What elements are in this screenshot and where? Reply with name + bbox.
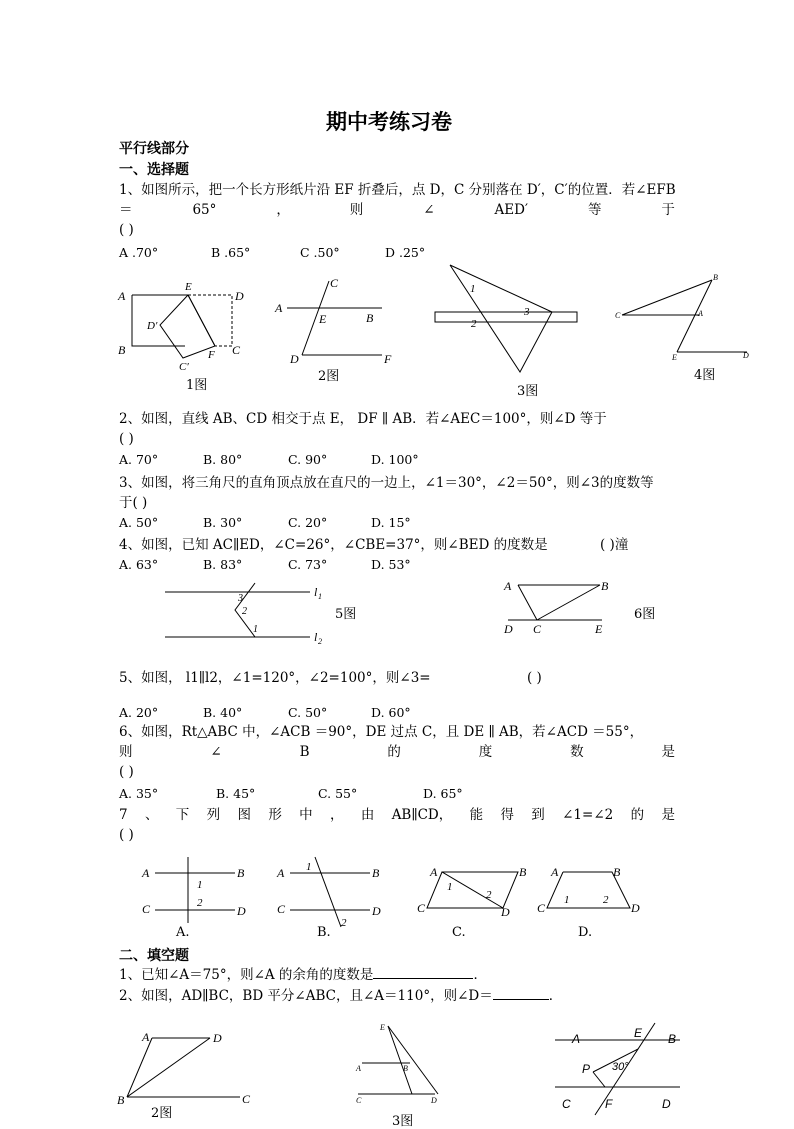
fill1-answer-blank[interactable] [373,978,473,979]
svg-text:E: E [595,622,603,636]
figure-3-caption: 3图 [517,384,539,399]
q3-text: 3、如图，将三角尺的直角顶点放在直尺的一边上，∠1＝30°，∠2＝50°，则∠3的度数等 [119,475,654,491]
q6-option-b: B. 45° [216,786,256,801]
q7-figure-a [140,855,260,925]
svg-text:D: D [504,622,513,636]
q7-word: 图 [237,807,251,823]
fill2-text: 2、如图，AD∥BC，BD 平分∠ABC，且∠A＝110°，则∠D＝ ． [119,988,563,1004]
q7-word: ， [330,807,344,823]
q7-word: 是 [661,807,675,823]
svg-text:3: 3 [524,306,530,318]
q3-option-c: C. 20° [288,515,328,530]
svg-text:1: 1 [447,881,453,893]
q3-option-a: A. 50° [119,515,159,530]
svg-text:B: B [601,579,609,593]
q1-text: 1、如图所示，把一个长方形纸片沿 EF 折叠后，点 D，C 分别落在 D′，C′的位置．若∠EFB [119,182,676,198]
q1-word: 65° [192,202,217,218]
svg-text:E: E [319,312,327,326]
svg-text:C′: C′ [179,361,189,373]
svg-text:A: A [551,865,559,879]
q1-word: ∠ [423,202,435,218]
svg-text:D: D [237,904,246,918]
svg-text:C: C [356,1096,362,1105]
svg-text:C: C [417,901,426,915]
svg-text:B: B [613,865,621,879]
q2-option-c: C. 90° [288,452,328,467]
svg-text:l: l [314,630,318,644]
q5-option-a: A. 20° [119,705,159,720]
q6-word: 是 [661,744,675,760]
q1-word: AED′ [494,202,529,218]
svg-text:C: C [537,901,546,915]
fill-figure-3-caption: 3图 [392,1114,414,1129]
svg-text:A: A [277,866,285,880]
q6-option-d: D. 65° [423,786,463,801]
fill-figure-2 [115,1025,265,1115]
q7-word: 、 [144,807,159,823]
q4-text: 4、如图，已知 AC∥ED，∠C=26°，∠CBE=37°，则∠BED 的度数是 [119,537,548,553]
svg-text:1: 1 [470,283,476,295]
q3-option-d: D. 15° [371,515,411,530]
svg-text:2: 2 [341,917,347,929]
q7-caption-b: B. [317,925,331,940]
svg-text:B: B [117,1093,125,1107]
svg-text:D: D [290,352,299,366]
q1-option-d: D .25° [385,245,426,260]
part-heading-choice: 一、选择题 [119,162,189,178]
svg-text:2: 2 [318,637,322,646]
figure-6-caption: 6图 [634,607,656,622]
svg-text:A: A [356,1064,361,1073]
q2-option-d: D. 100° [371,452,419,467]
figure-4-caption: 4图 [694,368,716,383]
svg-text:C: C [142,902,151,916]
figure-1-caption: 1图 [186,378,208,393]
q7-word: ∠1=∠2 [562,807,614,823]
fill1-text: 1、已知∠A＝75°，则∠A 的余角的度数是 ． [119,967,487,983]
q1-word: 于 [661,202,675,218]
q6-answer-paren: ( ) [119,764,134,780]
svg-text:E: E [380,1023,385,1032]
q7-word: 由 [360,807,375,823]
q7-word: 到 [531,807,545,823]
svg-text:3: 3 [238,593,243,604]
svg-text:A: A [142,866,150,880]
fill-figure-4 [550,1015,685,1115]
svg-text:D: D [743,351,749,360]
q4-option-c: C. 73° [288,557,328,572]
q1-text-line2 [119,200,675,220]
q6-word: 数 [570,744,584,760]
q6-text-line2 [119,742,675,762]
fill2-answer-blank[interactable] [493,999,549,1000]
figure-2-parallel-lines [272,275,402,370]
q1-word: 则 [349,202,364,218]
svg-text:E: E [634,1026,643,1040]
q7-figure-d [535,860,650,920]
svg-text:P: P [582,1062,591,1076]
svg-text:1: 1 [306,861,312,873]
svg-text:D′: D′ [147,320,158,332]
svg-text:2: 2 [471,318,477,330]
q2-text: 2、如图，直线 AB、CD 相交于点 E， DF ∥ AB．若∠AEC＝100°，则∠D 等于 [119,411,607,427]
q7-answer-paren: ( ) [119,827,134,843]
q6-word: 则 [119,744,133,760]
svg-text:D: D [235,289,244,303]
q1-answer-paren: ( ) [119,222,134,238]
svg-text:B: B [372,866,380,880]
q7-word: 的 [630,807,645,823]
q1-option-a: A .70° [119,245,159,260]
svg-text:2: 2 [242,606,247,617]
svg-text:D: D [213,1031,222,1045]
svg-text:C: C [562,1097,571,1111]
page-title: 期中考练习卷 [326,110,452,134]
q7-figure-c [415,860,530,920]
svg-text:B: B [713,273,718,282]
svg-text:D: D [662,1097,671,1111]
svg-text:1: 1 [253,624,258,635]
svg-text:A: A [118,289,126,303]
figure-1-folded-rectangle [115,280,250,373]
svg-text:1: 1 [197,879,203,891]
svg-text:F: F [384,352,392,366]
q5-text: 5、如图， l1∥l2，∠1=120°，∠2=100°，则∠3= [119,670,431,686]
q7-word: 能 [469,807,484,823]
section-heading: 平行线部分 [119,141,189,157]
svg-text:D: D [631,901,640,915]
svg-text:B: B [668,1032,677,1046]
q4-option-b: B. 83° [203,557,243,572]
q6-option-a: A. 35° [119,786,159,801]
q1-option-c: C .50° [300,245,340,260]
svg-text:C: C [232,343,241,357]
svg-text:E: E [185,281,192,293]
svg-text:2: 2 [197,897,203,909]
figure-3-triangle-ruler [430,260,585,385]
q1-word: ， [276,202,290,218]
svg-text:A: A [504,579,512,593]
q4-option-d: D. 53° [371,557,411,572]
fill2-label: 2、如图，AD∥BC，BD 平分∠ABC，且∠A＝110°，则∠D＝ [119,988,493,1004]
q7-word: AB∥CD， [391,807,453,823]
q7-word: 中 [299,807,313,823]
figure-2-caption: 2图 [318,369,340,384]
q7-caption-c: C. [452,925,466,940]
svg-text:E: E [672,353,677,362]
svg-text:A: A [572,1032,581,1046]
svg-text:C: C [277,902,286,916]
svg-text:2: 2 [486,889,492,901]
part-heading-fill: 二、填空题 [119,948,189,964]
svg-text:D: D [501,905,510,919]
fill1-label: 1、已知∠A＝75°，则∠A 的余角的度数是 [119,967,374,983]
q6-text: 6、如图，Rt△ABC 中，∠ACB ＝90°，DE 过点 C，且 DE ∥ AB，若∠ACD ＝55°， [119,724,644,740]
q4-option-a: A. 63° [119,557,159,572]
svg-text:B: B [237,866,245,880]
svg-text:A: A [698,309,703,318]
figure-6-diagram [500,575,620,640]
svg-text:F: F [605,1097,613,1111]
svg-text:F: F [208,349,215,361]
q7-caption-a: A. [176,925,190,940]
q5-answer-paren: ( ) [527,670,542,686]
q6-word: ∠ [210,744,222,760]
q1-option-b: B .65° [211,245,251,260]
q2-answer-paren: ( ) [119,431,134,447]
q1-word: 等 [587,202,602,218]
q7-word: 得 [500,807,514,823]
svg-text:D: D [431,1096,437,1105]
figure-4-diagram [612,270,752,360]
svg-text:C: C [330,276,339,290]
svg-text:2: 2 [603,894,609,906]
svg-text:l: l [314,585,318,599]
q7-text [119,805,675,825]
svg-text:30°: 30° [612,1061,629,1073]
svg-text:B: B [366,311,374,325]
svg-text:A: A [275,301,283,315]
q7-word: 7 [119,807,128,823]
svg-text:B: B [403,1064,408,1073]
q4-answer-paren: ( )潼 [600,537,629,553]
q6-option-c: C. 55° [318,786,358,801]
svg-text:B: B [519,865,527,879]
q6-word: B [299,744,310,760]
q2-option-b: B. 80° [203,452,243,467]
q3-option-b: B. 30° [203,515,243,530]
svg-text:C: C [242,1092,251,1106]
q3-text-line2: 于( ) [119,495,148,511]
fill-figure-2-caption: 2图 [151,1106,173,1121]
fill-figure-3 [350,1020,450,1110]
q5-option-b: B. 40° [203,705,243,720]
svg-text:D: D [372,904,381,918]
q6-word: 度 [478,744,493,760]
q7-figure-b [275,855,395,930]
q6-word: 的 [387,744,401,760]
q7-caption-d: D. [578,925,593,940]
svg-text:1: 1 [564,894,570,906]
svg-text:1: 1 [318,592,322,601]
q7-word: 形 [268,807,282,823]
q7-word: 下 [175,807,190,823]
figure-5-parallel-lines [160,580,340,650]
q7-word: 列 [206,807,221,823]
svg-text:A: A [430,865,438,879]
svg-text:C: C [615,311,621,320]
q1-word: ＝ [119,202,133,218]
svg-text:B: B [118,343,126,357]
q5-option-d: D. 60° [371,705,411,720]
q2-option-a: A. 70° [119,452,159,467]
svg-text:A: A [142,1030,150,1044]
figure-5-caption: 5图 [335,607,357,622]
q5-option-c: C. 50° [288,705,328,720]
svg-text:C: C [533,622,542,636]
